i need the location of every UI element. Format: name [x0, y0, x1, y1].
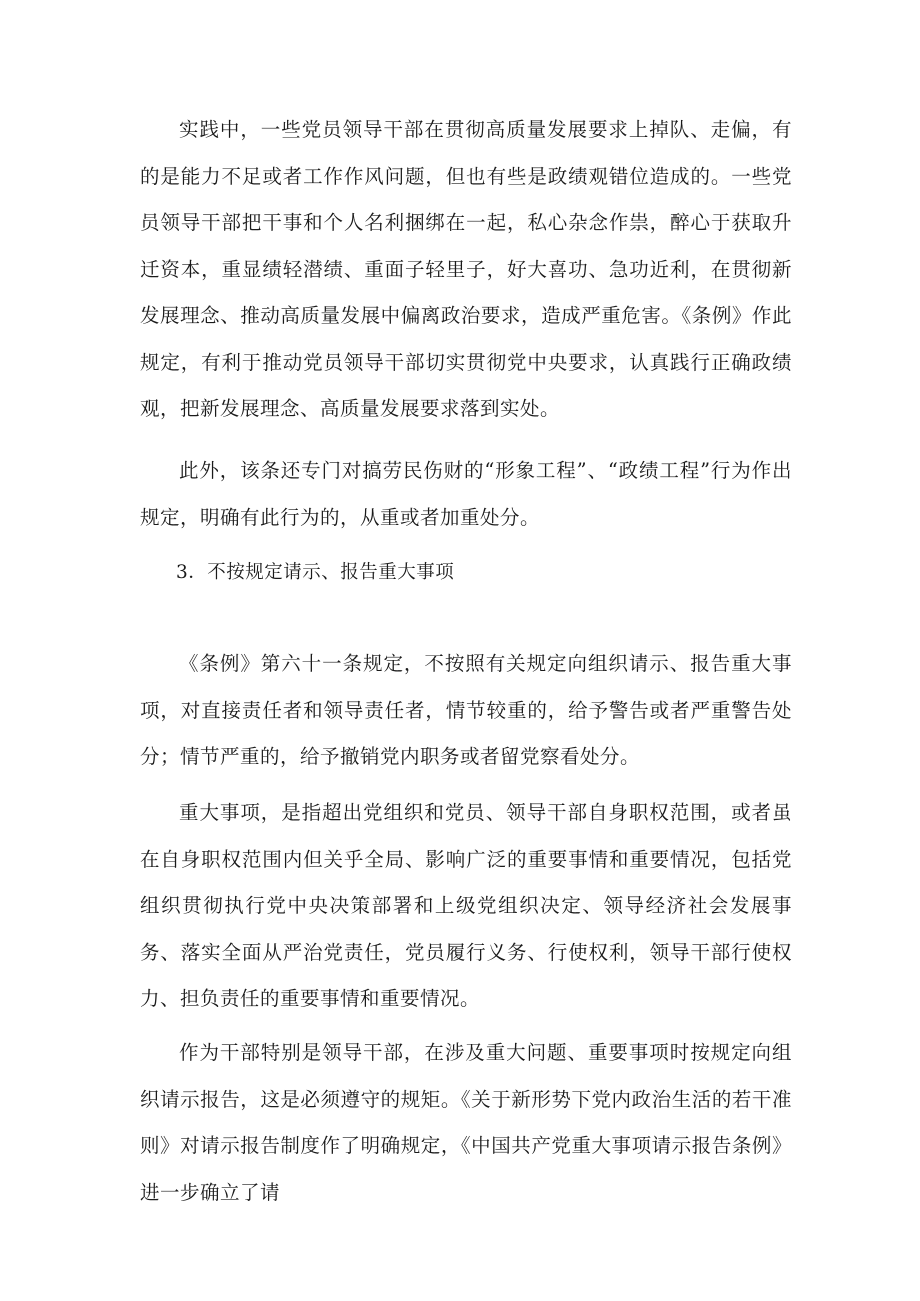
paragraph-cadre-reporting: 作为干部特别是领导干部，在涉及重大问题、重要事项时按规定向组织请示报告，这是必须遵守的规矩。《关于新形势下党内政治生活的若干准则》对请示报告制度作了明确规定，《中国共产党重大事项请示报告条例》进一步确立了请: [140, 1041, 792, 1204]
paragraph-image-projects: 此外，该条还专门对搞劳民伤财的“形象工程”、“政绩工程”行为作出规定，明确有此行为的，从重或者加重处分。: [140, 459, 792, 529]
paragraph-major-matters: 重大事项，是指超出党组织和党员、领导干部自身职权范围，或者虽在自身职权范围内但关乎全局、影响广泛的重要事情和重要情况，包括党组织贯彻执行党中央决策部署和上级党组织决定、领导经济社会发展事务、落实全面从严治党责任，党员履行义务、行使权利，领导干部行使权力、担负责任的重要事情和重要情况。: [140, 801, 792, 1010]
section-heading: 3．不按规定请示、报告重大事项: [176, 562, 455, 583]
paragraph-article-61: 《条例》第六十一条规定，不按照有关规定向组织请示、报告重大事项，对直接责任者和领导责任者，情节较重的，给予警告或者严重警告处分；情节严重的，给予撤销党内职务或者留党察看处分。: [140, 652, 792, 768]
paragraph-practice: 实践中，一些党员领导干部在贯彻高质量发展要求上掉队、走偏，有的是能力不足或者工作作风问题，但也有些是政绩观错位造成的。一些党员领导干部把干事和个人名利捆绑在一起，私心杂念作祟，醉心于获取升迁资本，重显绩轻潜绩、重面子轻里子，好大喜功、急功近利，在贯彻新发展理念、推动高质量发展中偏离政治要求，造成严重危害。《条例》作此规定，有利于推动党员领导干部切实贯彻党中央要求，认真践行正确政绩观，把新发展理念、高质量发展要求落到实处。: [140, 118, 792, 420]
